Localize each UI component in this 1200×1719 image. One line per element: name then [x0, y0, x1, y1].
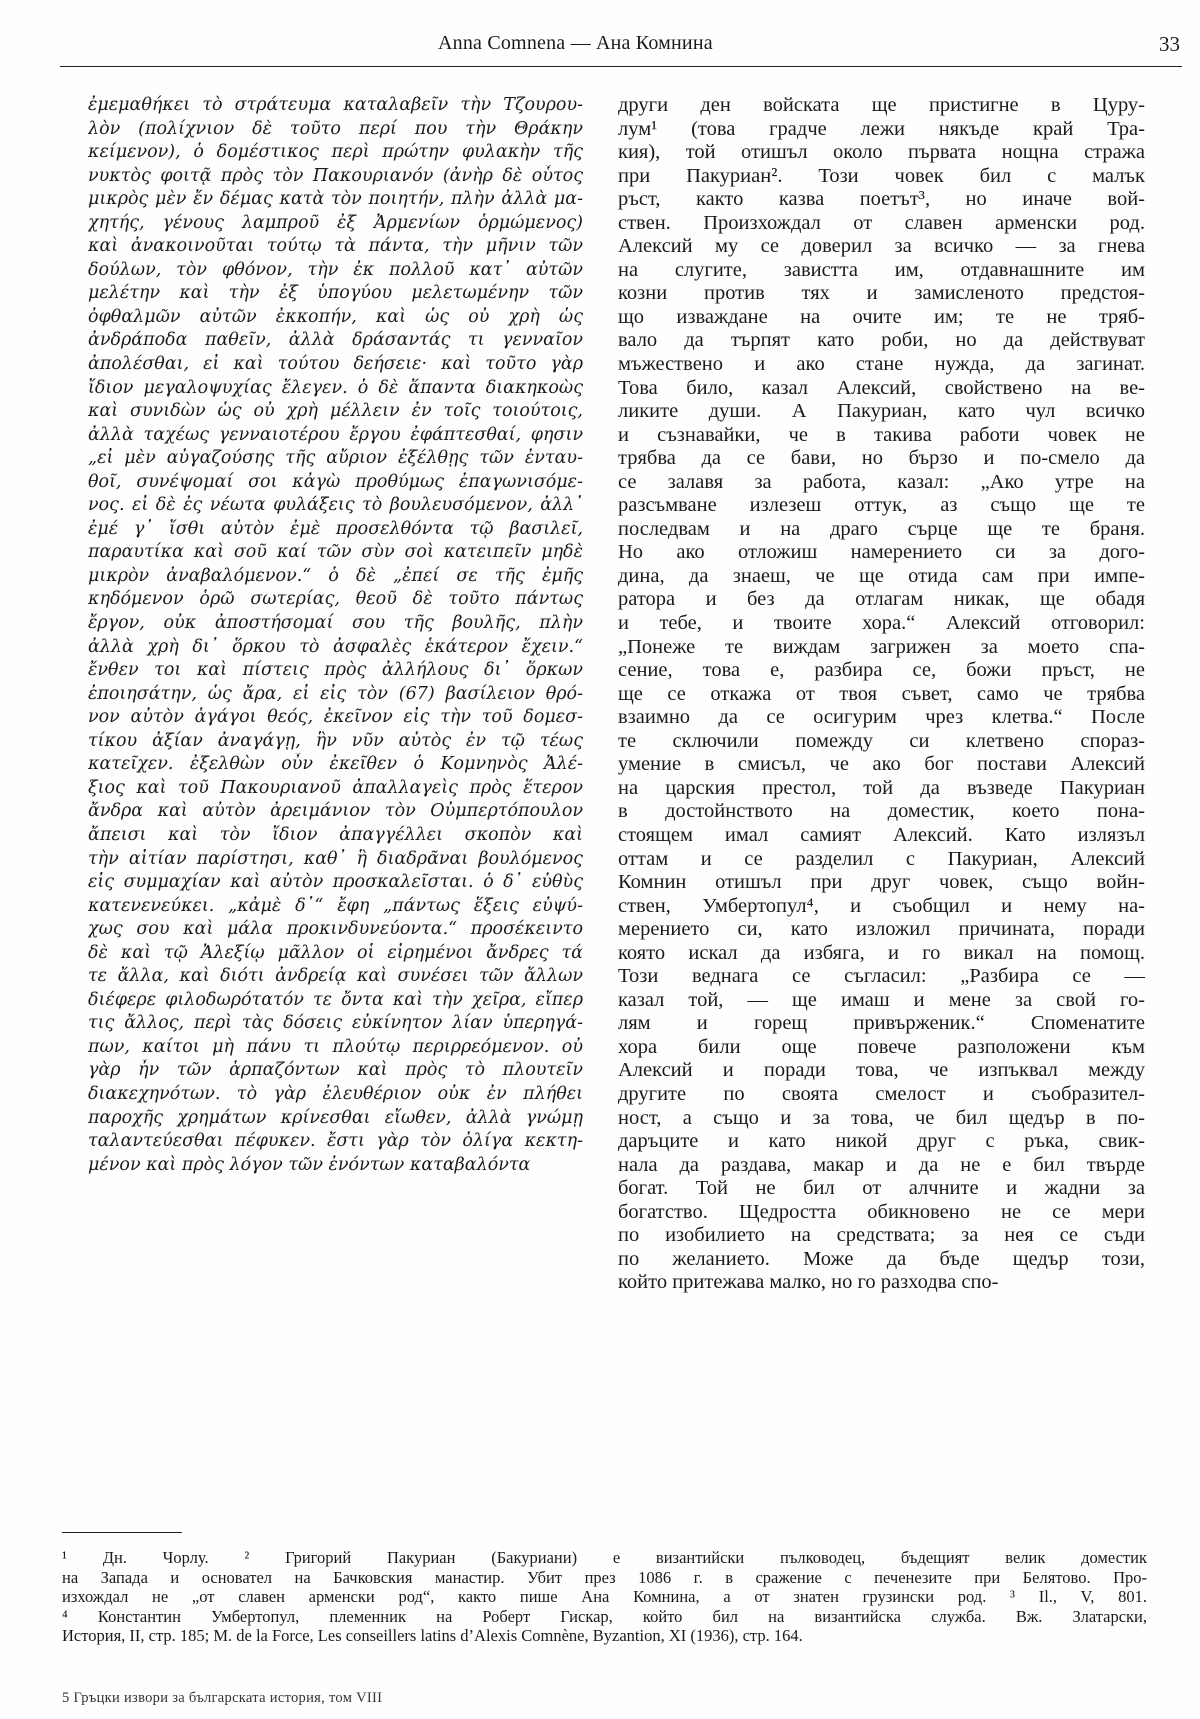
- translation-text-line: вало да търпят като роби, но да действуват: [618, 329, 1145, 352]
- greek-text-line: ταλαντεύεσθαι πέφυκεν. ἔστι γὰρ τὸν ὀλίγα κεκτη-: [88, 1131, 583, 1152]
- translation-text-line: на слугите, завистта им, отдавнашните им: [618, 258, 1145, 281]
- translation-text-line: мерението си, като изложил причината, поради: [618, 918, 1145, 941]
- translation-text-line: ще се откажа от твоя съвет, само че трябва: [618, 682, 1145, 705]
- greek-text-line: παροχῆς χρημάτων κρίνεσθαι εἴωθεν, ἀλλὰ γνώμῃ: [88, 1107, 583, 1128]
- greek-text-line: μελέτην καὶ τὴν ἐξ ὑπογύου μελετωμένην τῶν: [88, 283, 583, 304]
- translation-text-line: при Пакуриан². Този човек бил с малък: [618, 164, 1145, 187]
- translation-text-line: лям и горещ привърженик.“ Споменатите: [618, 1012, 1145, 1035]
- greek-text-line: ἔργον, οὐκ ἀποστήσομαί σου τῆς βουλῆς, πλὴν: [88, 613, 583, 634]
- translation-text-line: на царския престол, той да възведе Пакуриан: [618, 776, 1145, 799]
- translation-text-line: и тебе, и твоите хора.“ Алексий отговорил:: [618, 612, 1145, 635]
- translation-text-line: кия), той отишъл около първата нощна стража: [618, 141, 1145, 164]
- translation-text-line: трябва да се бави, но бързо и по-смело да: [618, 447, 1145, 470]
- greek-text-line: μένον καὶ πρὸς λόγον τῶν ἐνόντων καταβαλόντα: [88, 1154, 531, 1175]
- translation-text-line: даръците и като никой друг с ръка, свик-: [618, 1130, 1145, 1153]
- translation-text-line: хора били още повече разположени към: [618, 1035, 1145, 1058]
- translation-text-line: се залавя за работа, казал: „Ако утре на: [618, 470, 1145, 493]
- translation-text-line: мъжествено и ако стане нужда, да загинат.: [618, 353, 1145, 376]
- greek-text-line: μικρὸς μὲν ἔν δέμας κατὰ τὸν ποιητήν, πλὴν ἀλλὰ μα-: [88, 189, 583, 210]
- translation-text-line: и съзнавайки, че в такива работи човек не: [618, 423, 1145, 446]
- translation-text-line: нала да раздава, макар и да не е бил твърде: [618, 1153, 1145, 1176]
- greek-text-line: διακεχηνότων. τὸ γὰρ ἐλευθέριον οὐκ ἐν πλήθει: [88, 1083, 583, 1104]
- greek-text-line: ἐμεμαθήκει τὸ στράτευμα καταλαβεῖν τὴν Τζουρου-: [88, 95, 583, 115]
- translation-text-line: стоящем имал самият Алексий. Като излязъл: [618, 823, 1145, 846]
- translation-text-line: лум¹ (това градче лежи някъде край Тра-: [618, 117, 1145, 140]
- greek-text-line: νον αὐτὸν ἀγάγοι θεός, ἐκεῖνον εἰς τὴν τοῦ δομεσ-: [88, 707, 583, 728]
- greek-text-line: εἰς συμμαχίαν καὶ αὐτὸν προσκαλεῖσται. ὁ δ᾽ εὐθὺς: [88, 872, 583, 893]
- translation-text-line: другите по своята смелост и съобразител-: [618, 1082, 1145, 1105]
- translation-text-line: която искал да избяга, и го викал на помощ.: [618, 941, 1145, 964]
- greek-text-line: κηδόμενον ὁρῶ σωτερίας, θεοῦ δὲ τοῦτο πάντως: [88, 589, 583, 610]
- greek-text-line: χητής, γένους λαμπροῦ ἐξ Ἀρμενίων ὁρμώμενος): [88, 212, 583, 233]
- footnotes: [62, 1548, 1147, 1646]
- translation-text-line: Комнин отишъл при друг човек, също войн-: [618, 871, 1145, 894]
- translation-text-line: дина, да знаеш, че ще отида сам при импе-: [618, 564, 1145, 587]
- greek-text-line: ἀνδράποδα παθεῖν, ἀλλὰ δράσαντάς τι γενναῖον: [88, 330, 583, 351]
- greek-text-line: ἀλλὰ χρὴ δι᾽ ὅρκου τὸ ἀσφαλὲς ἑκάτερον ἔχειν.“: [88, 636, 583, 657]
- greek-text-line: παραυτίκα καὶ σοῦ καί τῶν σὺν σοὶ κατειπεῖν μηδὲ: [88, 542, 583, 563]
- greek-text-line: νυκτὸς φοιτᾷ πρὸς τὸν Πακουριανόν (ἀνὴρ δὲ οὗτος: [88, 165, 583, 186]
- greek-text-line: κατεῖχεν. ἐξελθὼν οὖν ἐκεῖθεν ὁ Κομνηνὸς Ἀλέ-: [88, 754, 583, 775]
- footnote-line: на Запада и основател на Бачковския манастир. Убит през 1086 г. в сражение с печенезите при Белятово. Про-: [62, 1567, 1147, 1587]
- greek-text-line: νος. εἰ δὲ ἐς νέωτα φυλάξεις τὸ βουλευσόμενον, ἀλλ᾽: [88, 495, 583, 516]
- greek-text-line: χως σου καὶ μάλα προκινδυνεύοντα.“ προσέκειντο: [88, 919, 583, 940]
- translation-text-line: Това било, казал Алексий, свойствено на ве-: [618, 376, 1145, 399]
- footnote-line: ⁴ Константин Умбертопул, племенник на Роберт Гискар, който бил на византийска служба. Вж. Златарски,: [62, 1606, 1147, 1626]
- translation-text-line: който притежава малко, но го разходва спо-: [618, 1271, 999, 1294]
- greek-text-line: διέφερε φιλοδωρότατόν τε ὄντα καὶ τὴν χεῖρα, εἴπερ: [88, 989, 583, 1010]
- translation-text-line: богатство. Щедростта обикновено не се мери: [618, 1200, 1145, 1223]
- greek-text-column: [88, 94, 583, 1177]
- footnote-line: ¹ Дн. Чорлу. ² Григорий Пакуриан (Бакуриани) е византийски пълководец, бъдещият велик доместик: [62, 1548, 1147, 1567]
- translation-text-line: козни против тях и замисленото предстоя-: [618, 282, 1145, 305]
- greek-text-line: τε ἄλλα, καὶ διότι ἀνδρείᾳ καὶ συνέσει τῶν ἄλλων: [88, 966, 583, 987]
- greek-text-line: ἄπεισι καὶ τὸν ἴδιον ἀπαγγέλλει σκοπὸν καὶ: [88, 824, 583, 845]
- translation-text-line: Този веднага се съгласил: „Разбира се —: [618, 965, 1145, 988]
- translation-text-line: Алексий и поради това, че изпъквал между: [618, 1059, 1145, 1082]
- translation-text-line: ност, а също и за това, че бил щедър в по-: [618, 1106, 1145, 1129]
- greek-text-line: „εἰ μὲν αὐγαζούσης τῆς αὔριον ἐξέλθῃς τῶν ἐνταυ-: [88, 448, 583, 469]
- greek-text-line: τὴν αἰτίαν παρίστησι, καθ᾽ ἣ διαδρᾶναι βουλόμενος: [88, 848, 583, 869]
- greek-text-line: μικρὸν ἀναβαλόμενον.“ ὁ δὲ „ἐπεί σε τῆς ἐμῆς: [88, 565, 583, 586]
- greek-text-line: ἔνθεν τοι καὶ πίστεις πρὸς ἀλλήλους δι᾽ ὅρκων: [88, 660, 583, 681]
- greek-text-line: ἀπολέσθαι, εἰ καὶ τούτου δεήσειε· καὶ τοῦτο γὰρ: [88, 354, 583, 375]
- footnote-separator: [62, 1532, 182, 1533]
- translation-text-line: ликите души. А Пакуриан, като чул всичко: [618, 400, 1145, 423]
- greek-text-line: ἀλλὰ ταχέως γενναιοτέρου ἔργου ἐφάπτεσθαί, φησιν: [88, 424, 583, 445]
- greek-text-line: τίκου ἀξίαν ἀναγάγῃ, ἣν νῦν αὐτὸς ἐν τῷ τέως: [88, 730, 583, 751]
- translation-text-line: в достойнството на доместик, което пона-: [618, 800, 1145, 823]
- greek-text-line: ἐμέ γ᾽ ἴσθι αὐτὸν ἐμὲ προσελθόντα τῷ βασιλεῖ,: [88, 518, 583, 539]
- translation-text-line: Алексий му се доверил за всичко — за гнева: [618, 235, 1145, 258]
- translation-text-line: оттам и се разделил с Пакуриан, Алексий: [618, 847, 1145, 870]
- translation-text-line: що изваждане на очите им; те не тряб-: [618, 305, 1145, 328]
- translation-text-line: сение, това е, разбира се, божи пръст, не: [618, 659, 1145, 682]
- greek-text-line: ξιος καὶ τοῦ Πακουριανοῦ ἀπαλλαγεὶς πρὸς ἕτερον: [88, 777, 583, 798]
- translation-text-line: по изобилието на средствата; за нея се съди: [618, 1224, 1145, 1247]
- greek-text-line: ὀφθαλμῶν αὐτῶν ἐκκοπήν, καὶ ὡς οὐ χρὴ ὡς: [88, 306, 583, 327]
- greek-text-line: θοῖ, συνέψομαί σοι κἀγὼ προθύμως ἐπαγωνισόμε-: [88, 471, 583, 492]
- translation-text-line: по желанието. Може да бъде щедър този,: [618, 1247, 1145, 1270]
- greek-text-line: λὸν (πολίχνιον δὲ τοῦτο περί που τὴν Θράκην: [88, 118, 583, 139]
- translation-text-line: казал той, — ще имаш и мене за свой го-: [618, 988, 1145, 1011]
- greek-text-line: κατενενεύκει. „κἀμὲ δ᾽“ ἔφη „πάντως ἕξεις εὐψύ-: [88, 895, 583, 916]
- translation-text-line: взаимно да се осигурим чрез клетва.“ После: [618, 706, 1145, 729]
- translation-text-line: последвам и на драго сърце ще те браня.: [618, 517, 1145, 540]
- greek-text-line: πων, καίτοι μὴ πάνυ τι πλούτῳ περιρρεόμενον. οὐ: [88, 1036, 583, 1057]
- greek-text-line: ἐποιησάτην, ὡς ἄρα, εἰ εἰς τὸν (67) βασίλειον θρό-: [88, 683, 583, 704]
- translation-text-line: разсъмване излезеш оттук, аз също ще те: [618, 494, 1145, 517]
- bulgarian-translation-column: [618, 94, 1145, 1295]
- greek-text-line: ἄνδρα καὶ αὐτὸν ἀρειμάνιον τὸν Οὐμπερτόπουλον: [88, 801, 583, 822]
- greek-text-line: ἴδιον μεγαλοψυχίας ἔλεγεν. ὁ δὲ ἅπαντα διακηκοὼς: [88, 377, 583, 398]
- greek-text-line: δούλων, τὸν φθόνον, τὴν ἐκ πολλοῦ κατ᾽ αὐτῶν: [88, 259, 583, 280]
- translation-text-line: „Понеже те виждам загрижен за моето спа-: [618, 635, 1145, 658]
- footnote-line: изхождал не „от славен арменски род“, както пише Ана Комнина, а от знатен грузински род. ³ Il., V, 801.: [62, 1587, 1147, 1607]
- translation-text-line: други ден войската ще пристигне в Цуру-: [618, 94, 1145, 116]
- greek-text-line: καὶ συνιδὼν ὡς οὐ χρὴ μέλλειν ἐν τοῖς τοιούτοις,: [88, 401, 583, 422]
- translation-text-line: ствен. Произхождал от славен арменски род.: [618, 211, 1145, 234]
- running-header: [60, 28, 1182, 67]
- translation-text-line: богат. Той не бил от алчните и жадни за: [618, 1177, 1145, 1200]
- greek-text-line: γὰρ ἦν τῶν ἁρπαζόντων καὶ πρὸς τὸ πλουτεῖν: [88, 1060, 583, 1081]
- greek-text-line: κείμενον), ὁ δομέστικος περὶ πρώτην φυλακὴν τῆς: [88, 142, 583, 163]
- greek-text-line: δὲ καὶ τῷ Ἀλεξίῳ μᾶλλον οἱ εἰρημένοι ἄνδρες τά: [88, 942, 583, 963]
- translation-text-line: те сключили помежду си клетвено спораз-: [618, 729, 1145, 752]
- translation-text-line: Но ако отложиш намерението си за дого-: [618, 541, 1145, 564]
- running-header-title: Anna Comnena — Ана Комнина: [438, 32, 713, 54]
- translation-text-line: ствен, Умбертопул⁴, и съобщил и нему на-: [618, 894, 1145, 917]
- translation-text-line: ратора и без да отлагам никак, ще обадя: [618, 588, 1145, 611]
- footnote-line: История, II, стр. 185; M. de la Force, Les conseillers latins d’Alexis Comnène, Byzantion, XI (1936), стр. 164.: [62, 1626, 803, 1646]
- translation-text-line: ръст, както казва поетът³, но иначе вой-: [618, 188, 1145, 211]
- greek-text-line: καὶ ἀνακοινοῦται τούτῳ τὰ πάντα, τὴν μῆνιν τῶν: [88, 236, 583, 257]
- greek-text-line: τις ἄλλος, περὶ τὰς δόσεις εὐκίνητον λίαν ὑπερηγά-: [88, 1013, 583, 1034]
- printer-signature-line: 5 Гръцки извори за българската история, том VIII: [62, 1690, 383, 1706]
- translation-text-line: умение в смисъл, че ако бог постави Алексий: [618, 753, 1145, 776]
- page-number: 33: [1159, 32, 1180, 56]
